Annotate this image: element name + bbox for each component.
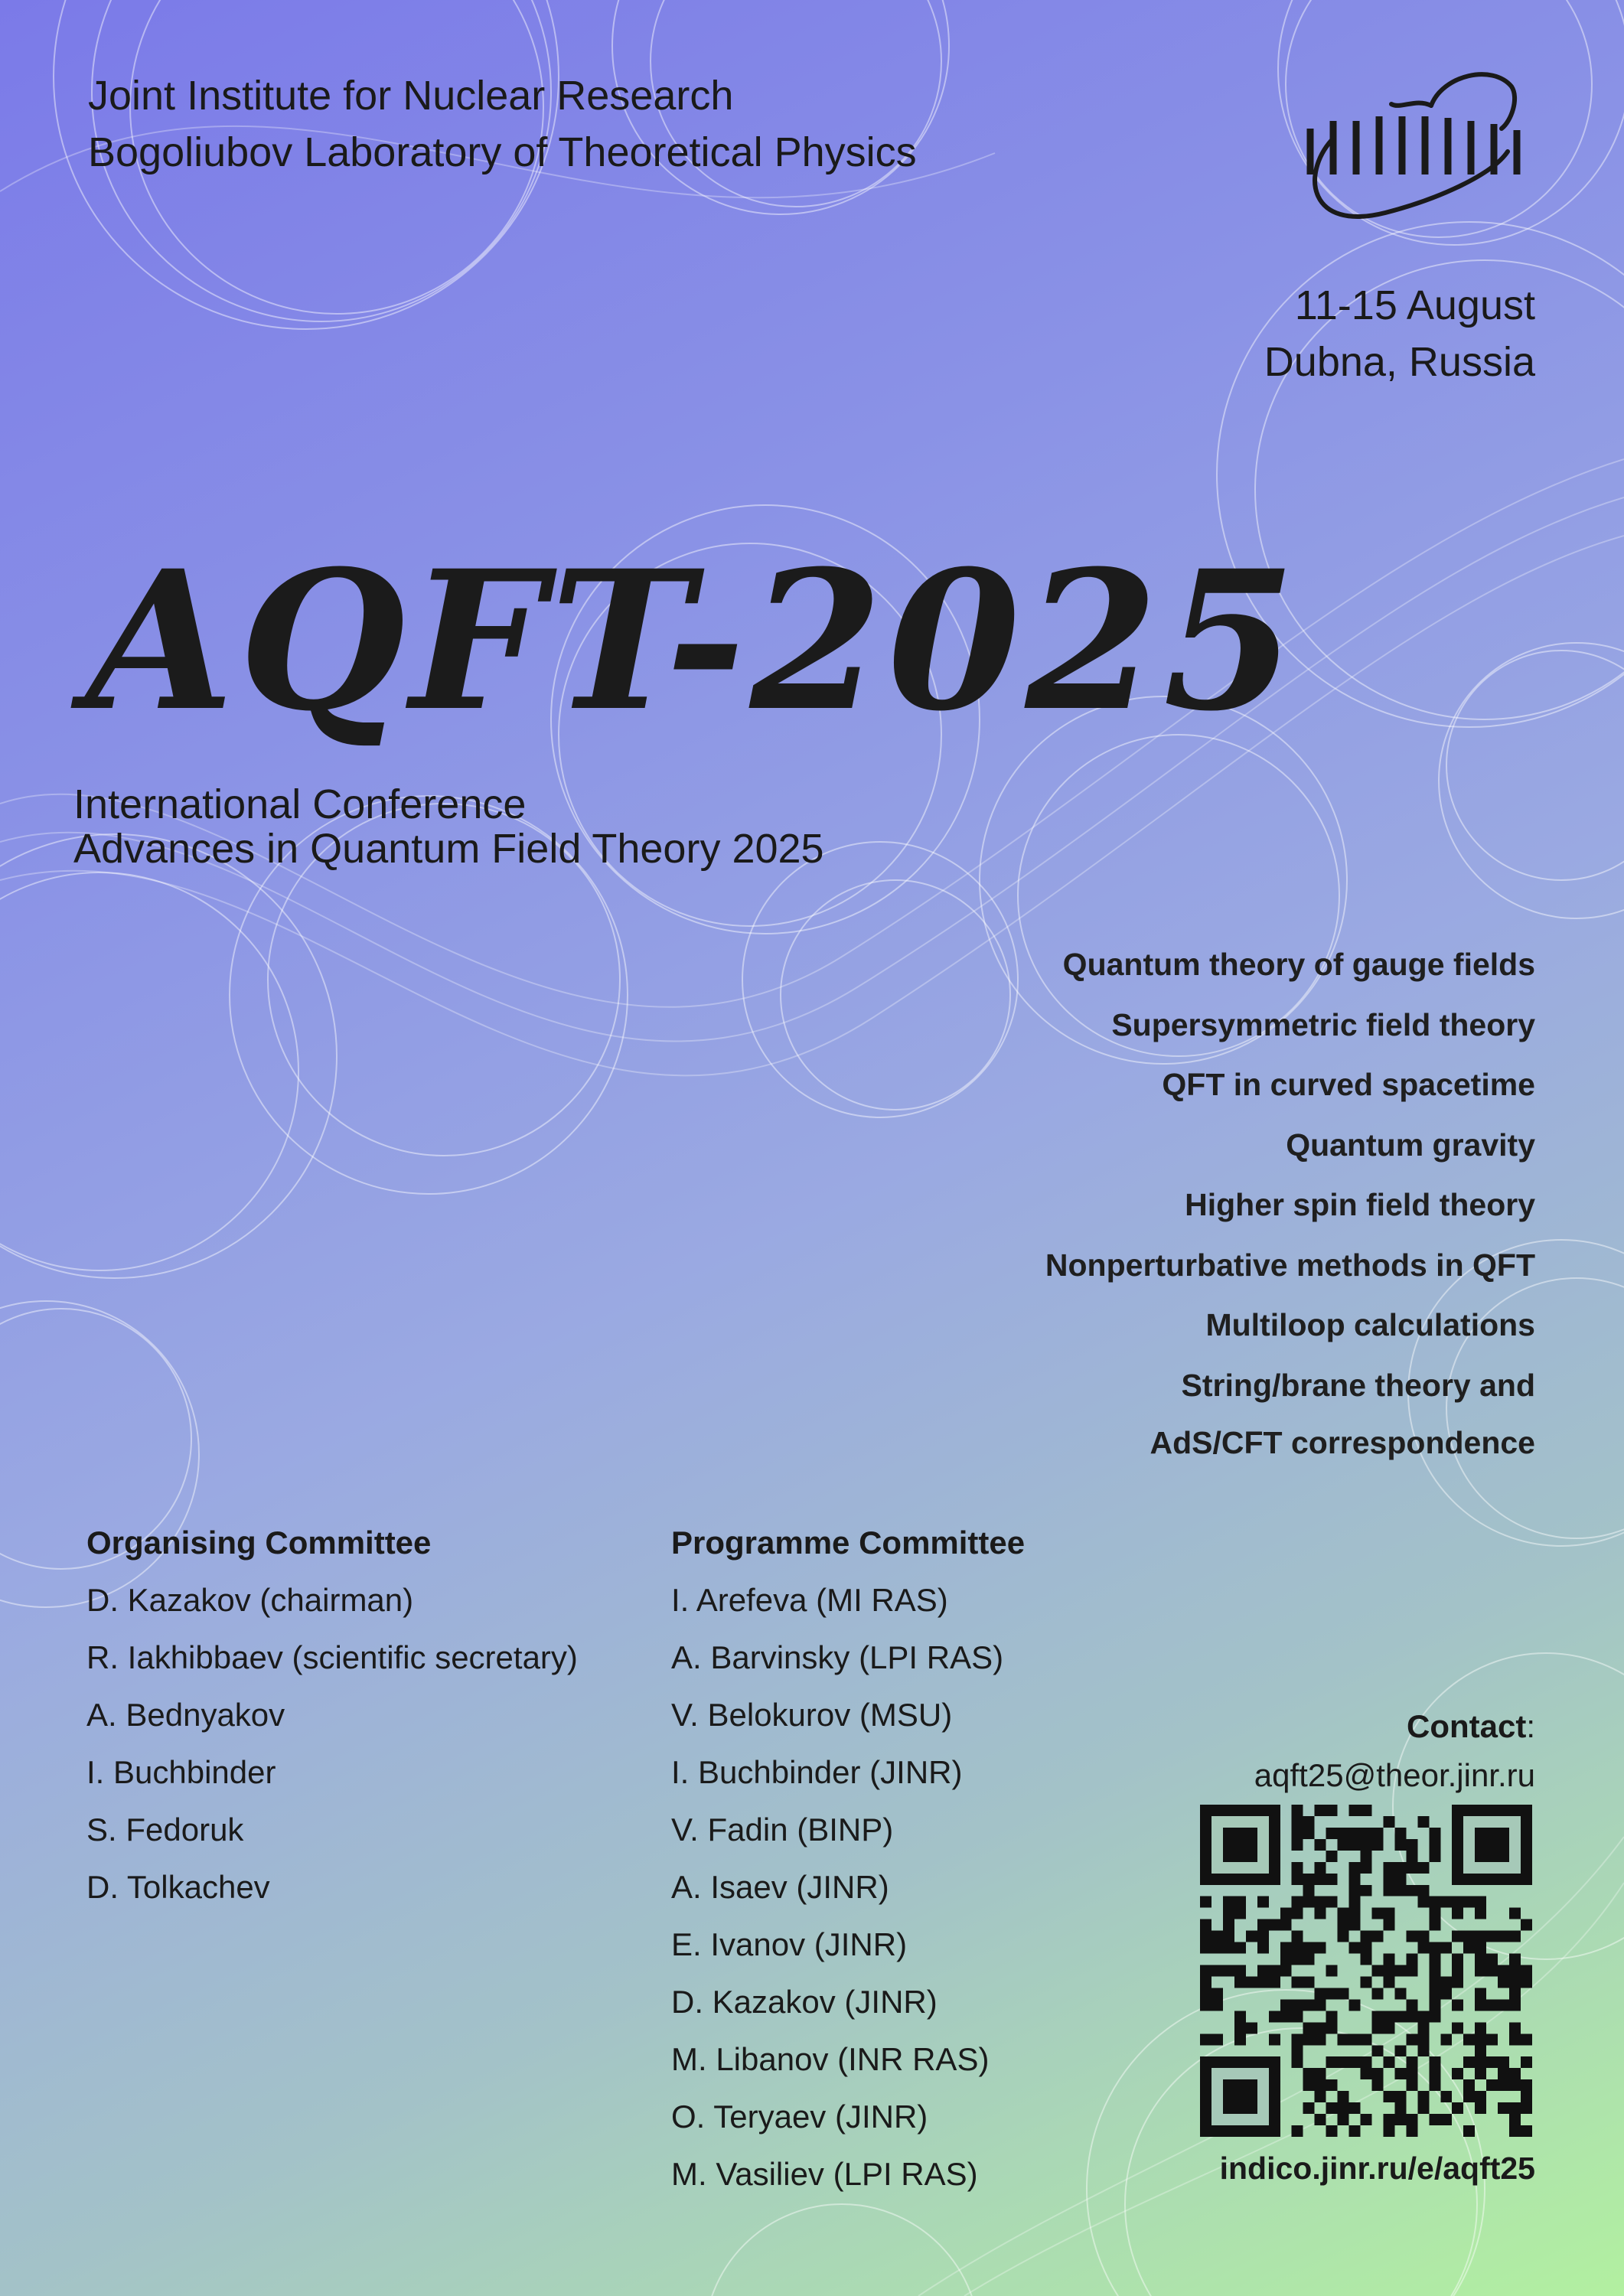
subtitle-line-1: International Conference bbox=[73, 781, 527, 827]
committee-member: A. Barvinsky (LPI RAS) bbox=[671, 1639, 1004, 1675]
contact-email-link[interactable]: aqft25@theor.jinr.ru bbox=[1254, 1757, 1535, 1793]
event-dates: 11-15 August bbox=[1294, 282, 1535, 328]
conference-subtitle bbox=[73, 782, 824, 871]
laboratory-name: Bogoliubov Laboratory of Theoretical Physics bbox=[88, 129, 917, 175]
topic-item: Multiloop calculations bbox=[1205, 1307, 1535, 1342]
jinr-logo-icon bbox=[1301, 67, 1531, 232]
committee-member: A. Isaev (JINR) bbox=[671, 1869, 889, 1905]
committee-member: D. Tolkachev bbox=[86, 1869, 270, 1905]
committee-member: D. Kazakov (JINR) bbox=[671, 1984, 938, 2020]
committee-member: S. Fedoruk bbox=[86, 1812, 244, 1848]
conference-title: AQFT-2025 bbox=[86, 528, 1301, 753]
organising-committee bbox=[86, 1521, 578, 1923]
topic-item: QFT in curved spacetime bbox=[1162, 1067, 1535, 1102]
programme-committee bbox=[671, 1521, 1025, 2210]
committee-member: D. Kazakov (chairman) bbox=[86, 1582, 414, 1618]
contact-label: Contact bbox=[1406, 1708, 1527, 1744]
committee-member: V. Fadin (BINP) bbox=[671, 1812, 894, 1848]
committee-member: R. Iakhibbaev (scientific secretary) bbox=[86, 1639, 578, 1675]
committee-member: I. Buchbinder (JINR) bbox=[671, 1754, 963, 1790]
event-location: Dubna, Russia bbox=[1264, 339, 1535, 385]
topic-item: AdS/CFT correspondence bbox=[1150, 1424, 1535, 1460]
committee-member: M. Libanov (INR RAS) bbox=[671, 2041, 990, 2077]
event-url-link[interactable]: indico.jinr.ru/e/aqft25 bbox=[1219, 2151, 1535, 2186]
topics-list bbox=[1045, 938, 1535, 1476]
contact-colon: : bbox=[1526, 1708, 1535, 1744]
qr-code-icon[interactable] bbox=[1200, 1805, 1532, 2137]
topic-item: Nonperturbative methods in QFT bbox=[1045, 1247, 1535, 1283]
committee-member: I. Arefeva (MI RAS) bbox=[671, 1582, 948, 1618]
contact-block bbox=[1254, 1705, 1535, 1797]
committee-member: I. Buchbinder bbox=[86, 1754, 276, 1790]
topic-item: Quantum gravity bbox=[1286, 1127, 1535, 1163]
event-dates-location bbox=[1264, 277, 1535, 390]
committee-member: O. Teryaev (JINR) bbox=[671, 2099, 928, 2135]
committee-member: M. Vasiliev (LPI RAS) bbox=[671, 2156, 978, 2192]
committee-member: A. Bednyakov bbox=[86, 1697, 285, 1733]
topic-item: String/brane theory and bbox=[1181, 1367, 1535, 1403]
committee-member: E. Ivanov (JINR) bbox=[671, 1926, 908, 1962]
topic-item: Higher spin field theory bbox=[1185, 1187, 1535, 1222]
programme-committee-heading: Programme Committee bbox=[671, 1525, 1026, 1561]
organising-committee-heading: Organising Committee bbox=[86, 1525, 432, 1561]
topic-item: Quantum theory of gauge fields bbox=[1062, 947, 1535, 982]
organizer-header bbox=[88, 67, 917, 181]
institute-name: Joint Institute for Nuclear Research bbox=[88, 73, 734, 119]
committee-member: V. Belokurov (MSU) bbox=[671, 1697, 953, 1733]
topic-item: Supersymmetric field theory bbox=[1111, 1006, 1535, 1042]
subtitle-line-2: Advances in Quantum Field Theory 2025 bbox=[73, 826, 824, 872]
